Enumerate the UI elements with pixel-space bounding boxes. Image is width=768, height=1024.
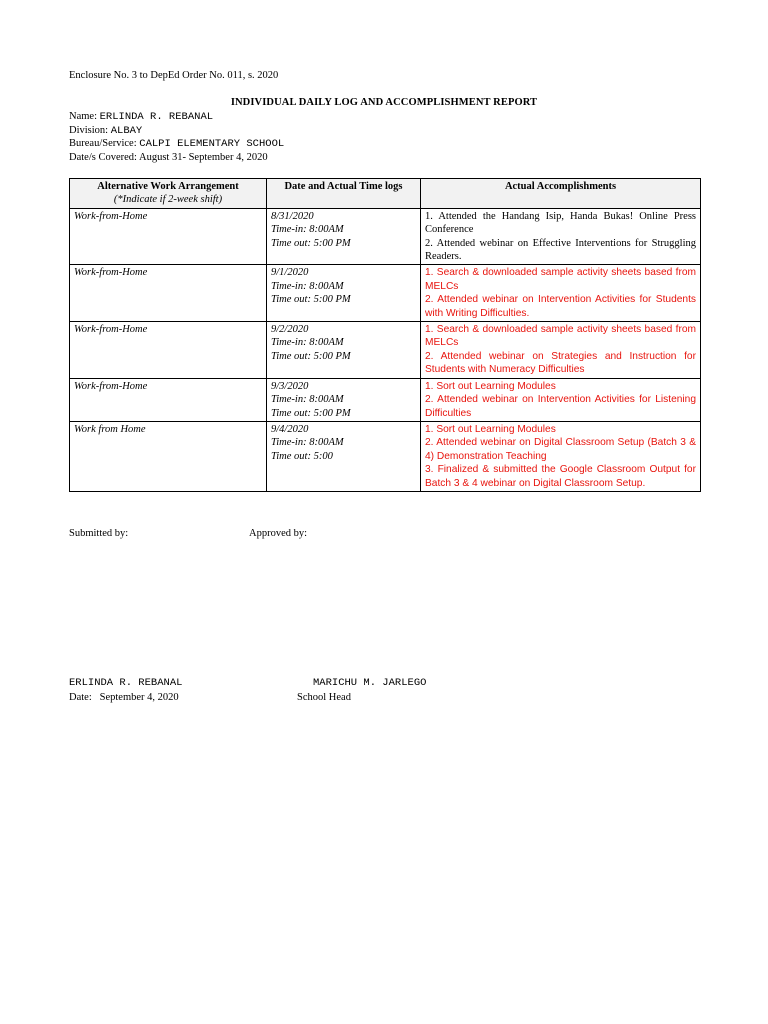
table-row — [70, 265, 701, 322]
dates-label: Date/s Covered: — [69, 152, 137, 163]
date-label: Date: — [69, 692, 92, 703]
accomplishment-cell — [421, 265, 701, 322]
accomplishment-item: 1. Search & downloaded sample activity sheets based from MELCs — [425, 324, 696, 349]
approver-title: School Head — [297, 692, 351, 703]
name-line — [69, 110, 213, 124]
accomplishment-item: 1. Attended the Handang Isip, Handa Bukas! Online Press Conference — [425, 210, 696, 236]
accomplishment-cell — [421, 421, 701, 491]
bureau-value: CALPI ELEMENTARY SCHOOL — [139, 138, 285, 150]
time-cell — [267, 322, 421, 379]
time-cell — [267, 378, 421, 421]
arrangement-cell: Work-from-Home — [70, 322, 267, 379]
submitted-by-label: Submitted by: — [69, 528, 129, 539]
accomplishment-cell — [421, 322, 701, 379]
table-row — [70, 378, 701, 421]
arrangement-cell: Work-from-Home — [70, 265, 267, 322]
accomplishment-item: 2. Attended webinar on Effective Interventions for Struggling Readers. — [425, 237, 696, 263]
dates-value: August 31- September 4, 2020 — [138, 152, 268, 163]
daily-log-table — [69, 178, 701, 492]
accomplishment-item: 2. Attended webinar on Strategies and Instruction for Students with Numeracy Difficulties — [425, 350, 696, 376]
log-date: 9/3/2020 — [271, 380, 309, 392]
arrangement-cell: Work-from-Home — [70, 208, 267, 265]
time-in: Time-in: 8:00AM — [271, 224, 344, 236]
name-value: ERLINDA R. REBANAL — [99, 111, 214, 123]
table-header-row — [70, 179, 701, 209]
approved-by-label: Approved by: — [249, 528, 308, 539]
bureau-line — [69, 137, 284, 151]
header-arrangement — [70, 179, 267, 209]
accomplishment-item: 1. Search & downloaded sample activity sheets based from MELCs — [425, 267, 696, 292]
accomplishment-item: 2. Attended webinar on Digital Classroom Setup (Batch 3 & 4) Demonstration Teaching — [425, 437, 696, 462]
time-out: Time out: 5:00 PM — [271, 237, 351, 249]
header-arrangement-note: (*Indicate if 2-week shift) — [113, 194, 223, 206]
table-row — [70, 322, 701, 379]
log-date: 9/4/2020 — [271, 423, 309, 435]
time-out: Time out: 5:00 PM — [271, 294, 351, 306]
accomplishment-cell — [421, 378, 701, 421]
header-time: Date and Actual Time logs — [267, 179, 421, 209]
accomplishment-item: 2. Attended webinar on Intervention Activities for Listening Difficulties — [425, 394, 696, 419]
bureau-label: Bureau/Service: — [69, 138, 137, 149]
name-label: Name: — [69, 111, 97, 122]
approver-name: MARICHU M. JARLEGO — [313, 677, 427, 689]
dates-line — [69, 151, 268, 164]
time-out: Time out: 5:00 — [271, 450, 333, 462]
accomplishment-cell — [421, 208, 701, 265]
table-row — [70, 421, 701, 491]
time-cell — [267, 208, 421, 265]
division-line — [69, 124, 142, 138]
time-out: Time out: 5:00 PM — [271, 407, 351, 419]
document-title: INDIVIDUAL DAILY LOG AND ACCOMPLISHMENT REPORT — [230, 97, 538, 108]
log-date: 9/1/2020 — [271, 267, 309, 279]
accomplishment-item: 1. Sort out Learning Modules — [425, 423, 556, 435]
log-date: 9/2/2020 — [271, 324, 309, 336]
accomplishment-item: 2. Attended webinar on Intervention Activities for Students with Writing Difficulties. — [425, 294, 696, 319]
header-accomplishments: Actual Accomplishments — [421, 179, 701, 209]
time-in: Time-in: 8:00AM — [271, 280, 344, 292]
division-label: Division: — [69, 125, 109, 136]
submitter-name: ERLINDA R. REBANAL — [69, 677, 183, 689]
enclosure-text: Enclosure No. 3 to DepEd Order No. 011, s. 2020 — [69, 70, 279, 81]
division-value: ALBAY — [110, 125, 143, 137]
time-in: Time-in: 8:00AM — [271, 337, 344, 349]
table-row — [70, 208, 701, 265]
arrangement-cell: Work-from-Home — [70, 378, 267, 421]
time-in: Time-in: 8:00AM — [271, 437, 344, 449]
date-value: September 4, 2020 — [99, 692, 179, 703]
accomplishment-item: 3. Finalized & submitted the Google Classroom Output for Batch 3 & 4 webinar on Digital Classroom Setup. — [425, 464, 696, 489]
submitted-date-line — [69, 691, 179, 704]
log-date: 8/31/2020 — [271, 210, 314, 222]
time-out: Time out: 5:00 PM — [271, 350, 351, 362]
time-cell — [267, 265, 421, 322]
time-in: Time-in: 8:00AM — [271, 394, 344, 406]
arrangement-cell: Work from Home — [70, 421, 267, 491]
time-cell — [267, 421, 421, 491]
header-arrangement-label: Alternative Work Arrangement — [97, 181, 239, 192]
accomplishment-item: 1. Sort out Learning Modules — [425, 380, 556, 392]
